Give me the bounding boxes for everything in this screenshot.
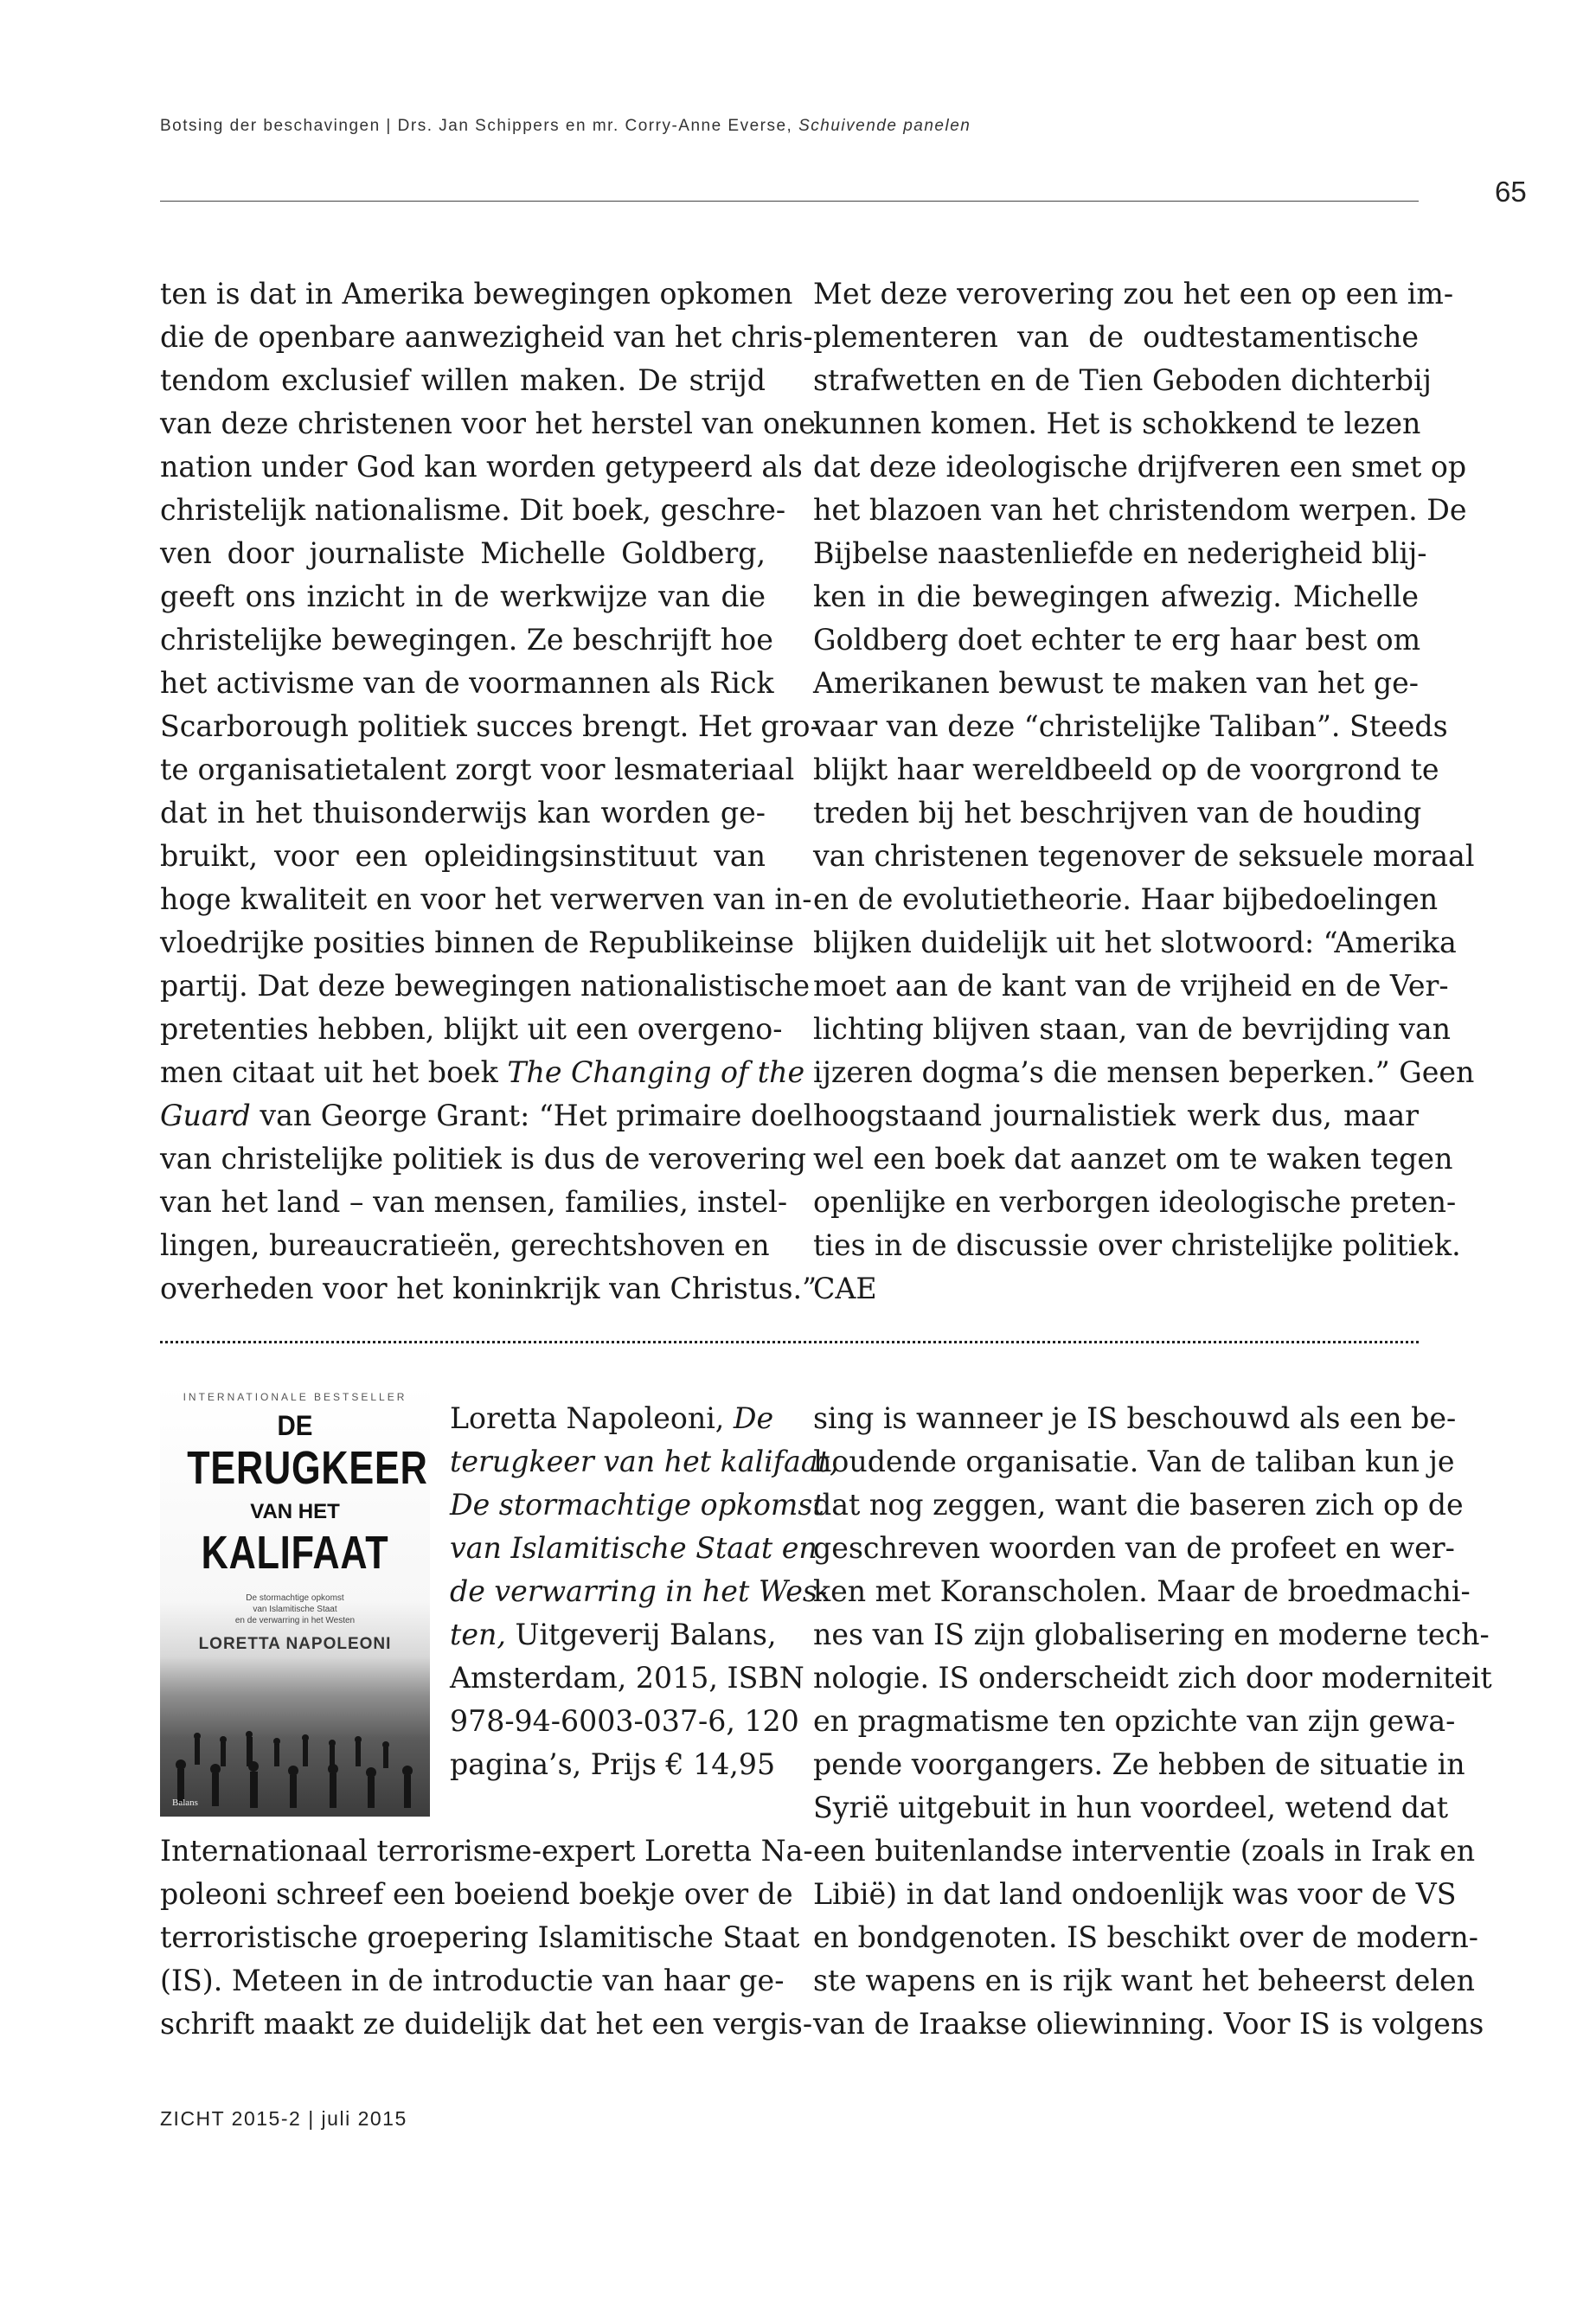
text-line: strafwetten en de Tien Geboden dichterbij [813, 363, 1432, 397]
cover-subtitle-line: De stormachtige opkomst [246, 1593, 344, 1603]
review2-right-column [813, 1397, 1492, 2046]
book-citation [450, 1397, 839, 1786]
text-line: vloedrijke posities binnen de Republikeinse [160, 926, 795, 959]
text-line [160, 1051, 805, 1094]
citation-line: Amsterdam, 2015, ISBN [450, 1661, 804, 1695]
text-line: overheden voor het koninkrijk van Christus.” [160, 1272, 817, 1305]
text-line: ken met Koranscholen. Maar de broedmachi- [813, 1574, 1471, 1608]
book-title-italic: Guard [160, 1099, 251, 1132]
text-line: bruikt, voor een opleidingsinstituut van [160, 839, 766, 873]
cover-publisher: Balans [172, 1798, 198, 1808]
citation-title: De [733, 1401, 774, 1435]
text-line: Internationaal terrorisme-expert Loretta Na- [160, 1834, 813, 1868]
text-line: het activisme van de voormannen als Rick [160, 666, 774, 700]
text-line: geschreven woorden van de profeet en wer- [813, 1531, 1455, 1565]
text-line: ties in de discussie over christelijke politiek. [813, 1228, 1461, 1262]
text-line: dat nog zeggen, want die baseren zich op de [813, 1488, 1464, 1522]
text-line: een buitenlandse interventie (zoals in Irak en [813, 1834, 1476, 1868]
text-line: christelijk nationalisme. Dit boek, geschre- [160, 493, 786, 527]
text-line: Syrië uitgebuit in hun voordeel, wetend dat [813, 1791, 1449, 1824]
text-line: dat in het thuisonderwijs kan worden ge- [160, 796, 766, 830]
citation-title: ten, [450, 1618, 506, 1651]
citation-line [450, 1397, 774, 1440]
text-line: hoogstaand journalistiek werk dus, maar [813, 1099, 1419, 1132]
text-line: hoge kwaliteit en voor het verwerven van in- [160, 882, 812, 916]
citation-publisher: Uitgeverij Balans, [515, 1618, 777, 1651]
text-line: poleoni schreef een boeiend boekje over de [160, 1877, 793, 1911]
running-head-text: Botsing der beschavingen | Drs. Jan Schippers en mr. Corry-Anne Everse, [160, 117, 793, 135]
citation-title: terugkeer van het kalifaat, [450, 1445, 839, 1478]
text-line: partij. Dat deze bewegingen nationalistische [160, 969, 811, 1003]
text-line: van deze christenen voor het herstel van one [160, 407, 816, 440]
review1-left-column [160, 272, 820, 1311]
cover-title-line: VAN HET [250, 1500, 340, 1523]
text-line: blijken duidelijk uit het slotwoord: “Amerika [813, 926, 1457, 959]
text-line: dat deze ideologische drijfveren een smet op [813, 450, 1467, 484]
text-line: sing is wanneer je IS beschouwd als een be- [813, 1401, 1457, 1435]
text-line: blijkt haar wereldbeeld op de voorgrond te [813, 753, 1439, 786]
text-line: lingen, bureaucratieën, gerechtshoven en [160, 1228, 770, 1262]
citation-line [450, 1440, 839, 1484]
citation-author: Loretta Napoleoni, [450, 1401, 725, 1435]
text-line: Met deze verovering zou het een op een im- [813, 277, 1454, 311]
text-line: ste wapens en is rijk want het beheerst delen [813, 1964, 1475, 1997]
cover-title-line: KALIFAAT [201, 1527, 389, 1579]
text-line: wel een boek dat aanzet om te waken tegen [813, 1142, 1453, 1176]
text-line: schrift maakt ze duidelijk dat het een vergis- [160, 2007, 813, 2041]
text-line: van christelijke politiek is dus de verovering [160, 1142, 806, 1176]
text-line: lichting blijven staan, van de bevrijding van [813, 1012, 1452, 1046]
text-line: ven door journaliste Michelle Goldberg, [160, 536, 766, 570]
citation-line [450, 1484, 824, 1527]
citation-line [450, 1613, 777, 1657]
text-line: christelijke bewegingen. Ze beschrijft hoe [160, 623, 773, 657]
page-number: 65 [1495, 176, 1527, 208]
text-line: die de openbare aanwezigheid van het chris- [160, 320, 813, 354]
text-line: terroristische groepering Islamitische Staat [160, 1920, 800, 1954]
text-line: Libië) in dat land ondoenlijk was voor de VS [813, 1877, 1457, 1911]
text-line: nologie. IS onderscheidt zich door moderniteit [813, 1661, 1492, 1695]
cover-author: LORETTA NAPOLEONI [198, 1635, 392, 1653]
text-line: openlijke en verborgen ideologische preten- [813, 1185, 1457, 1219]
text-line: Goldberg doet echter te erg haar best om [813, 623, 1421, 657]
text-line: ten is dat in Amerika bewegingen opkomen [160, 277, 793, 311]
text-line: geeft ons inzicht in de werkwijze van die [160, 580, 766, 613]
citation-line [450, 1570, 828, 1613]
citation-title: van Islamitische Staat en [450, 1531, 817, 1565]
text-line: moet aan de kant van de vrijheid en de Ver- [813, 969, 1449, 1003]
text-line [160, 1094, 813, 1138]
review1-right-column [813, 272, 1475, 1311]
text-line: kunnen komen. Het is schokkend te lezen [813, 407, 1421, 440]
journal-footer: ZICHT 2015-2 | juli 2015 [160, 2107, 407, 2130]
running-head-title: Schuivende panelen [798, 117, 971, 135]
text-segment: van George Grant: “Het primaire doel [260, 1099, 813, 1132]
text-line: Amerikanen bewust te maken van het ge- [813, 666, 1419, 700]
text-line: ken in die bewegingen afwezig. Michelle [813, 580, 1419, 613]
text-line: en bondgenoten. IS beschikt over de modern- [813, 1920, 1478, 1954]
citation-title: de verwarring in het Wes- [450, 1574, 828, 1608]
running-head [160, 117, 971, 136]
text-line: tendom exclusief willen maken. De strijd [160, 363, 766, 397]
text-line: van het land – van mensen, families, instel- [160, 1185, 788, 1219]
text-line: het blazoen van het christendom werpen. De [813, 493, 1467, 527]
text-line: nes van IS zijn globalisering en moderne tech- [813, 1618, 1490, 1651]
book-title-italic: The Changing of the [507, 1055, 805, 1089]
cover-badge: INTERNATIONALE BESTSELLER [183, 1391, 407, 1403]
citation-line [450, 1527, 817, 1570]
text-line: en de evolutietheorie. Haar bijbedoelingen [813, 882, 1439, 916]
citation-line: pagina’s, Prijs € 14,95 [450, 1747, 776, 1781]
cover-soldiers-illustration [160, 1730, 430, 1817]
text-line: en pragmatisme ten opzichte van zijn gewa- [813, 1704, 1456, 1738]
text-line: pretenties hebben, blijkt uit een overgeno- [160, 1012, 783, 1046]
header-rule [160, 201, 1419, 202]
review2-left-column [160, 1830, 813, 2046]
text-line: treden bij het beschrijven van de houding [813, 796, 1422, 830]
text-line: vaar van deze “christelijke Taliban”. Steeds [813, 709, 1448, 743]
text-line: van christenen tegenover de seksuele moraal [813, 839, 1475, 873]
text-line: te organisatietalent zorgt voor lesmateriaal [160, 753, 795, 786]
text-line: van de Iraakse oliewinning. Voor IS is volgens [813, 2007, 1484, 2041]
text-line: nation under God kan worden getypeerd als [160, 450, 803, 484]
review-signature: CAE [813, 1272, 877, 1305]
text-line: (IS). Meteen in de introductie van haar ge- [160, 1964, 785, 1997]
text-line: plementeren van de oudtestamentische [813, 320, 1419, 354]
citation-line: 978-94-6003-037-6, 120 [450, 1704, 799, 1738]
section-divider [160, 1341, 1419, 1343]
text-line: pende voorgangers. Ze hebben de situatie in [813, 1747, 1465, 1781]
cover-title-line: DE [277, 1410, 313, 1441]
cover-title-line: TERUGKEER [187, 1442, 428, 1494]
text-line: ijzeren dogma’s die mensen beperken.” Geen [813, 1055, 1475, 1089]
cover-subtitle-line: en de verwarring in het Westen [234, 1616, 356, 1625]
book-cover-image [160, 1384, 430, 1817]
text-line: Bijbelse naastenliefde en nederigheid blij- [813, 536, 1427, 570]
text-line: Scarborough politiek succes brengt. Het gro- [160, 709, 820, 743]
citation-title: De stormachtige opkomst [450, 1488, 824, 1522]
cover-subtitle-line: van Islamitische Staat [253, 1605, 337, 1614]
text-line: houdende organisatie. Van de taliban kun je [813, 1445, 1455, 1478]
text-segment: men citaat uit het boek [160, 1055, 498, 1089]
